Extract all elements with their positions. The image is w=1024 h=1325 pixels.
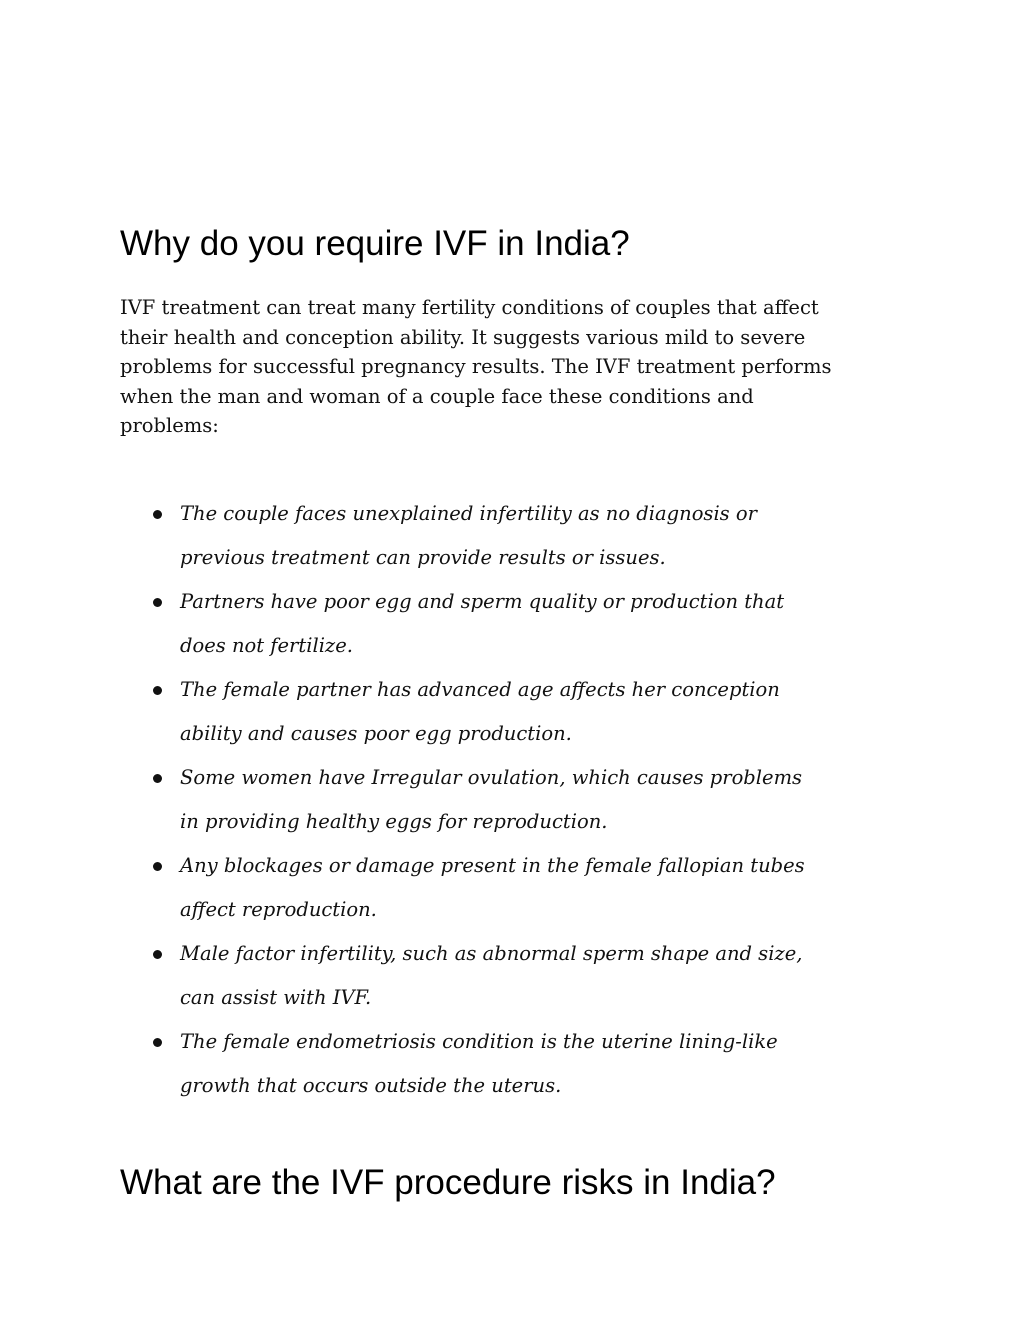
bullet-icon (153, 862, 162, 871)
intro-line: IVF treatment can treat many fertility conditions of couples that affect (120, 296, 819, 319)
bullet-icon (153, 774, 162, 783)
bullet-icon (153, 686, 162, 695)
bullet-icon (153, 598, 162, 607)
bullet-line: in providing healthy eggs for reproduction. (180, 810, 608, 833)
bullet-item-poor-egg-sperm-quality (0, 580, 1024, 668)
intro-line: their health and conception ability. It suggests various mild to severe (120, 325, 806, 349)
bullet-line: previous treatment can provide results or issues. (180, 546, 666, 569)
bullet-line: The female endometriosis condition is the uterine lining-like (180, 1030, 778, 1053)
intro-line: problems for successful pregnancy results. The IVF treatment performs (120, 355, 832, 378)
bullet-line: growth that occurs outside the uterus. (180, 1074, 562, 1097)
bullet-line: The female partner has advanced age affects her conception (180, 678, 780, 701)
bullet-line: Partners have poor egg and sperm quality or production that (180, 590, 785, 613)
bullet-icon (153, 1038, 162, 1047)
bullet-line: can assist with IVF. (180, 986, 372, 1009)
bullet-item-male-factor-infertility (0, 932, 1024, 1020)
section-heading-ivf-risks: What are the IVF procedure risks in India? (120, 1163, 776, 1202)
bullet-item-fallopian-tube-blockage (0, 844, 1024, 932)
conditions-bullet-list (0, 492, 1024, 1108)
bullet-line: Male factor infertility, such as abnormal sperm shape and size, (180, 942, 803, 965)
bullet-icon (153, 510, 162, 519)
intro-paragraph (120, 293, 860, 441)
bullet-line: affect reproduction. (180, 898, 377, 921)
bullet-line: Any blockages or damage present in the female fallopian tubes (180, 854, 805, 877)
bullet-line: does not fertilize. (180, 634, 353, 657)
bullet-line: ability and causes poor egg production. (180, 722, 572, 745)
bullet-line: Some women have Irregular ovulation, which causes problems (180, 766, 803, 789)
bullet-icon (153, 950, 162, 959)
intro-line: when the man and woman of a couple face these conditions and (120, 384, 754, 408)
bullet-item-endometriosis (0, 1020, 1024, 1108)
bullet-item-irregular-ovulation (0, 756, 1024, 844)
section-heading-why-ivf: Why do you require IVF in India? (120, 224, 630, 263)
bullet-item-advanced-age (0, 668, 1024, 756)
bullet-line: The couple faces unexplained infertility as no diagnosis or (180, 502, 757, 525)
bullet-item-unexplained-infertility (0, 492, 1024, 580)
intro-line: problems: (120, 414, 219, 437)
